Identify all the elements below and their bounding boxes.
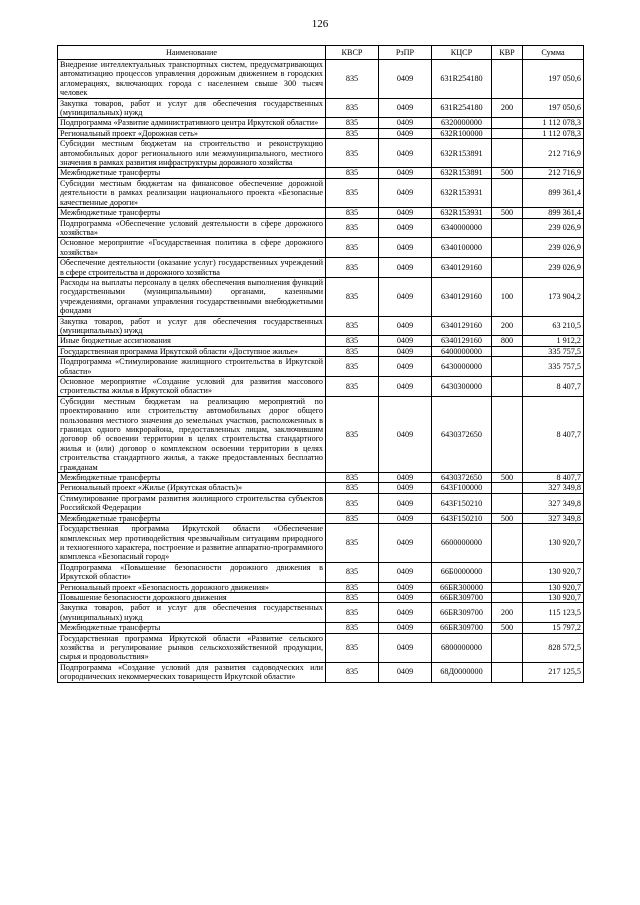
cell-sum: 239 026,9: [523, 218, 584, 238]
cell-kvr: [492, 238, 523, 258]
cell-kcsr: 66Б0000000: [432, 562, 492, 582]
cell-kvr: 200: [492, 316, 523, 336]
cell-rzpr: 0409: [379, 218, 432, 238]
header-kcsr: КЦСР: [432, 46, 492, 60]
cell-name: Закупка товаров, работ и услуг для обеспечения государственных (муниципальных) нужд: [58, 603, 326, 623]
cell-kvr: [492, 483, 523, 493]
table-row: [58, 483, 584, 493]
cell-rzpr: 0409: [379, 493, 432, 513]
cell-kvsr: 835: [326, 277, 379, 316]
cell-kvsr: 835: [326, 582, 379, 592]
cell-kvr: [492, 128, 523, 138]
cell-rzpr: 0409: [379, 377, 432, 397]
table-row: [58, 473, 584, 483]
cell-name: Внедрение интеллектуальных транспортных систем, предусматривающих автоматизацию процессов управления дорожным движением в городских агломерациях, включающих города с населением свыше 300 тысяч человек: [58, 60, 326, 99]
cell-kvr: [492, 258, 523, 278]
cell-kcsr: 632R153931: [432, 208, 492, 218]
cell-kcsr: 631R254180: [432, 60, 492, 99]
table-header-row: [58, 46, 584, 60]
cell-kvr: 500: [492, 168, 523, 178]
header-kvr: КВР: [492, 46, 523, 60]
cell-rzpr: 0409: [379, 633, 432, 662]
cell-sum: 217 125,5: [523, 662, 584, 682]
cell-kcsr: 6320000000: [432, 118, 492, 128]
table-row: [58, 316, 584, 336]
cell-kcsr: 632R153931: [432, 178, 492, 207]
table-body: [58, 60, 584, 683]
cell-sum: 239 026,9: [523, 258, 584, 278]
cell-kvsr: 835: [326, 524, 379, 563]
table-row: [58, 377, 584, 397]
cell-name: Межбюджетные трансферты: [58, 168, 326, 178]
cell-kvr: 200: [492, 98, 523, 118]
cell-sum: 15 797,2: [523, 623, 584, 633]
cell-sum: 130 920,7: [523, 524, 584, 563]
cell-sum: 130 920,7: [523, 582, 584, 592]
cell-kvsr: 835: [326, 396, 379, 472]
cell-kvr: 200: [492, 603, 523, 623]
cell-rzpr: 0409: [379, 562, 432, 582]
cell-name: Государственная программа Иркутской области «Обеспечение комплексных мер противодействия чрезвычайным ситуациям природного и техногенного характера, построение и развитие аппаратно-программного комплекса «Безопасный город»: [58, 524, 326, 563]
cell-rzpr: 0409: [379, 60, 432, 99]
page-number: 126: [311, 18, 329, 30]
cell-rzpr: 0409: [379, 623, 432, 633]
cell-name: Подпрограмма «Создание условий для развития садоводческих или огороднических некоммерческих товариществ Иркутской области»: [58, 662, 326, 682]
cell-kvsr: 835: [326, 139, 379, 168]
cell-kcsr: 632R153891: [432, 139, 492, 168]
cell-kvr: [492, 357, 523, 377]
cell-sum: 1 112 078,3: [523, 128, 584, 138]
cell-sum: 130 920,7: [523, 592, 584, 602]
cell-name: Обеспечение деятельности (оказание услуг) государственных учреждений в сфере строительства и дорожного хозяйства: [58, 258, 326, 278]
cell-kcsr: 66БR309700: [432, 623, 492, 633]
cell-kvr: 500: [492, 623, 523, 633]
cell-rzpr: 0409: [379, 336, 432, 346]
cell-name: Подпрограмма «Развитие административного центра Иркутской области»: [58, 118, 326, 128]
table-row: [58, 603, 584, 623]
cell-name: Межбюджетные трансферты: [58, 208, 326, 218]
cell-kvr: [492, 346, 523, 356]
cell-kvr: 500: [492, 208, 523, 218]
cell-kcsr: 643F100000: [432, 483, 492, 493]
cell-kcsr: 643F150210: [432, 513, 492, 523]
cell-rzpr: 0409: [379, 582, 432, 592]
cell-kvr: [492, 582, 523, 592]
cell-sum: 828 572,5: [523, 633, 584, 662]
cell-name: Подпрограмма «Стимулирование жилищного строительства в Иркутской области»: [58, 357, 326, 377]
cell-rzpr: 0409: [379, 118, 432, 128]
cell-name: Повышение безопасности дорожного движения: [58, 592, 326, 602]
cell-kvr: [492, 493, 523, 513]
table-row: [58, 139, 584, 168]
table-row: [58, 633, 584, 662]
cell-rzpr: 0409: [379, 483, 432, 493]
table-row: [58, 60, 584, 99]
cell-name: Расходы на выплаты персоналу в целях обеспечения выполнения функций государственными (муниципальными) органами, казенными учреждениями, органами управления государственными внебюджетными фондами: [58, 277, 326, 316]
cell-rzpr: 0409: [379, 208, 432, 218]
cell-name: Субсидии местным бюджетам на финансовое обеспечение дорожной деятельности в рамках реализации национального проекта «Безопасные качественные дороги»: [58, 178, 326, 207]
table-row: [58, 168, 584, 178]
cell-sum: 8 407,7: [523, 377, 584, 397]
cell-rzpr: 0409: [379, 473, 432, 483]
cell-kcsr: 643F150210: [432, 493, 492, 513]
cell-sum: 327 349,8: [523, 493, 584, 513]
table-row: [58, 238, 584, 258]
cell-sum: 8 407,7: [523, 473, 584, 483]
cell-name: Закупка товаров, работ и услуг для обеспечения государственных (муниципальных) нужд: [58, 316, 326, 336]
cell-kvsr: 835: [326, 603, 379, 623]
cell-kcsr: 6400000000: [432, 346, 492, 356]
cell-kvr: [492, 592, 523, 602]
cell-kvsr: 835: [326, 238, 379, 258]
cell-kcsr: 66БR309700: [432, 592, 492, 602]
table-row: [58, 357, 584, 377]
cell-kvr: 500: [492, 473, 523, 483]
header-name: Наименование: [58, 46, 326, 60]
cell-rzpr: 0409: [379, 258, 432, 278]
table-row: [58, 346, 584, 356]
cell-kvsr: 835: [326, 118, 379, 128]
table-row: [58, 277, 584, 316]
cell-sum: 335 757,5: [523, 357, 584, 377]
cell-kvsr: 835: [326, 178, 379, 207]
header-rzpr: РзПР: [379, 46, 432, 60]
cell-kvsr: 835: [326, 316, 379, 336]
cell-rzpr: 0409: [379, 128, 432, 138]
cell-kvr: [492, 633, 523, 662]
header-sum: Сумма: [523, 46, 584, 60]
cell-sum: 1 912,2: [523, 336, 584, 346]
cell-rzpr: 0409: [379, 98, 432, 118]
cell-sum: 197 050,6: [523, 98, 584, 118]
cell-kvr: [492, 377, 523, 397]
cell-kcsr: 6340129160: [432, 258, 492, 278]
table-row: [58, 592, 584, 602]
table-row: [58, 128, 584, 138]
cell-kcsr: 6340100000: [432, 238, 492, 258]
cell-rzpr: 0409: [379, 139, 432, 168]
cell-rzpr: 0409: [379, 396, 432, 472]
cell-name: Закупка товаров, работ и услуг для обеспечения государственных (муниципальных) нужд: [58, 98, 326, 118]
table-row: [58, 98, 584, 118]
cell-kvr: 100: [492, 277, 523, 316]
cell-rzpr: 0409: [379, 178, 432, 207]
cell-rzpr: 0409: [379, 346, 432, 356]
cell-name: Основное мероприятие «Государственная политика в сфере дорожного хозяйства»: [58, 238, 326, 258]
cell-name: Иные бюджетные ассигнования: [58, 336, 326, 346]
cell-kvsr: 835: [326, 377, 379, 397]
table-row: [58, 208, 584, 218]
table-row: [58, 513, 584, 523]
cell-sum: 327 349,8: [523, 513, 584, 523]
table-row: [58, 562, 584, 582]
cell-kvr: [492, 178, 523, 207]
cell-kvsr: 835: [326, 513, 379, 523]
table-row: [58, 623, 584, 633]
cell-sum: 327 349,8: [523, 483, 584, 493]
cell-kvsr: 835: [326, 60, 379, 99]
cell-kcsr: 6430372650: [432, 473, 492, 483]
table-row: [58, 582, 584, 592]
cell-name: Межбюджетные трансферты: [58, 473, 326, 483]
cell-kcsr: 6800000000: [432, 633, 492, 662]
cell-rzpr: 0409: [379, 316, 432, 336]
cell-name: Подпрограмма «Обеспечение условий деятельности в сфере дорожного хозяйства»: [58, 218, 326, 238]
cell-rzpr: 0409: [379, 238, 432, 258]
cell-name: Региональный проект «Безопасность дорожного движения»: [58, 582, 326, 592]
cell-sum: 212 716,9: [523, 168, 584, 178]
cell-kvr: [492, 139, 523, 168]
budget-table: [57, 45, 584, 683]
cell-kvsr: 835: [326, 258, 379, 278]
cell-sum: 212 716,9: [523, 139, 584, 168]
table-row: [58, 258, 584, 278]
cell-name: Региональный проект «Дорожная сеть»: [58, 128, 326, 138]
cell-kvr: [492, 396, 523, 472]
cell-kvsr: 835: [326, 493, 379, 513]
cell-kcsr: 632R153891: [432, 168, 492, 178]
cell-sum: 899 361,4: [523, 178, 584, 207]
cell-name: Государственная программа Иркутской области «Развитие сельского хозяйства и регулирование рынков сельскохозяйственной продукции, сырья и продовольствия»: [58, 633, 326, 662]
cell-kvr: [492, 218, 523, 238]
cell-kvr: [492, 562, 523, 582]
cell-sum: 130 920,7: [523, 562, 584, 582]
cell-kvr: [492, 662, 523, 682]
cell-kvr: 800: [492, 336, 523, 346]
cell-kcsr: 68Д0000000: [432, 662, 492, 682]
cell-kvsr: 835: [326, 623, 379, 633]
cell-rzpr: 0409: [379, 603, 432, 623]
table-row: [58, 118, 584, 128]
cell-name: Стимулирование программ развития жилищного строительства субъектов Российской Федерации: [58, 493, 326, 513]
cell-sum: 8 407,7: [523, 396, 584, 472]
table-row: [58, 336, 584, 346]
cell-kvsr: 835: [326, 592, 379, 602]
table-row: [58, 493, 584, 513]
cell-kvsr: 835: [326, 562, 379, 582]
cell-kcsr: 6340129160: [432, 277, 492, 316]
cell-kcsr: 66БR309700: [432, 603, 492, 623]
cell-kvsr: 835: [326, 483, 379, 493]
cell-rzpr: 0409: [379, 662, 432, 682]
table-row: [58, 218, 584, 238]
cell-kvsr: 835: [326, 357, 379, 377]
cell-rzpr: 0409: [379, 513, 432, 523]
cell-sum: 239 026,9: [523, 238, 584, 258]
cell-sum: 115 123,5: [523, 603, 584, 623]
cell-kvsr: 835: [326, 218, 379, 238]
header-kvsr: КВСР: [326, 46, 379, 60]
cell-kvsr: 835: [326, 128, 379, 138]
cell-name: Межбюджетные трансферты: [58, 513, 326, 523]
cell-name: Подпрограмма «Повышение безопасности дорожного движения в Иркутской области»: [58, 562, 326, 582]
cell-kvsr: 835: [326, 662, 379, 682]
cell-kcsr: 632R100000: [432, 128, 492, 138]
cell-kvr: 500: [492, 513, 523, 523]
cell-rzpr: 0409: [379, 524, 432, 563]
cell-kcsr: 66БR300000: [432, 582, 492, 592]
cell-kcsr: 6340129160: [432, 316, 492, 336]
table-row: [58, 662, 584, 682]
cell-name: Субсидии местным бюджетам на реализацию мероприятий по проектированию или строительству автомобильных дорог общего пользования местного значения до земельных участков, расположенных в границах одного микрорайона, предоставленных лицам, заключившим договор об освоении территории в целях строительства стандартного жилья и (или) договор о комплексном освоении территории в целях строительства стандартного жилья, а также предоставленных бесплатно гражданам: [58, 396, 326, 472]
cell-kvsr: 835: [326, 168, 379, 178]
cell-sum: 197 050,6: [523, 60, 584, 99]
cell-name: Межбюджетные трансферты: [58, 623, 326, 633]
cell-kvr: [492, 60, 523, 99]
cell-rzpr: 0409: [379, 168, 432, 178]
cell-kvsr: 835: [326, 98, 379, 118]
cell-kvsr: 835: [326, 473, 379, 483]
table-row: [58, 178, 584, 207]
cell-kcsr: 6430372650: [432, 396, 492, 472]
cell-sum: 335 757,5: [523, 346, 584, 356]
cell-name: Основное мероприятие «Создание условий для развития массового строительства жилья в Иркутской области»: [58, 377, 326, 397]
cell-kcsr: 6600000000: [432, 524, 492, 563]
cell-kcsr: 6430300000: [432, 377, 492, 397]
cell-rzpr: 0409: [379, 277, 432, 316]
cell-sum: 173 904,2: [523, 277, 584, 316]
cell-sum: 899 361,4: [523, 208, 584, 218]
table-row: [58, 524, 584, 563]
cell-rzpr: 0409: [379, 592, 432, 602]
cell-sum: 63 210,5: [523, 316, 584, 336]
cell-kvsr: 835: [326, 208, 379, 218]
cell-kcsr: 631R254180: [432, 98, 492, 118]
cell-kvsr: 835: [326, 336, 379, 346]
cell-name: Региональный проект «Жилье (Иркутская область)»: [58, 483, 326, 493]
cell-name: Субсидии местным бюджетам на строительство и реконструкцию автомобильных дорог регионального или межмуниципального, местного значения в рамках развития инфраструктуры дорожного хозяйства: [58, 139, 326, 168]
cell-kvr: [492, 524, 523, 563]
cell-kvr: [492, 118, 523, 128]
cell-kvsr: 835: [326, 346, 379, 356]
cell-kcsr: 6430000000: [432, 357, 492, 377]
table-row: [58, 396, 584, 472]
cell-kcsr: 6340129160: [432, 336, 492, 346]
cell-name: Государственная программа Иркутской области «Доступное жилье»: [58, 346, 326, 356]
cell-sum: 1 112 078,3: [523, 118, 584, 128]
cell-kcsr: 6340000000: [432, 218, 492, 238]
cell-kvsr: 835: [326, 633, 379, 662]
cell-rzpr: 0409: [379, 357, 432, 377]
